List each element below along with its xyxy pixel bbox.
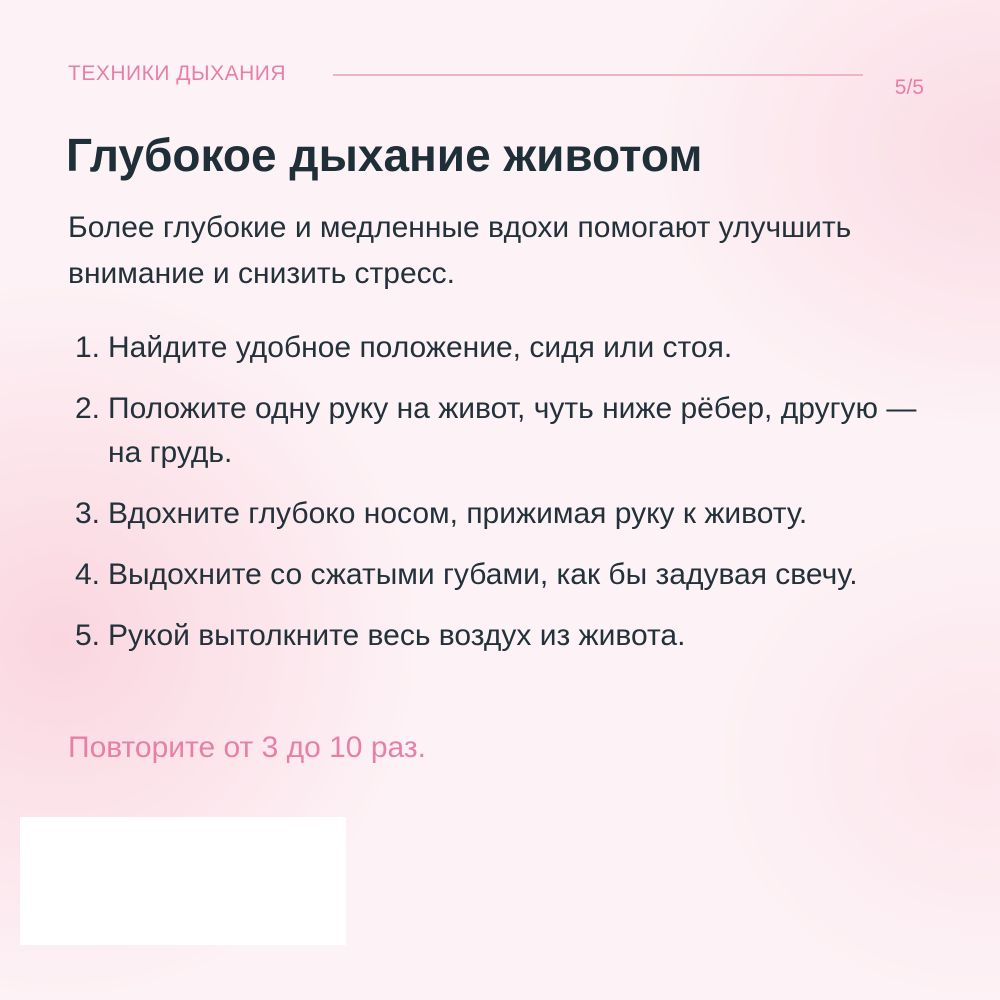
step-number: 1. xyxy=(74,331,100,364)
slide-header xyxy=(68,62,928,102)
repeat-note: Повторите от 3 до 10 раз. xyxy=(68,731,426,764)
step-text: Найдите удобное положение, сидя или стоя. xyxy=(108,331,733,364)
step-text: Выдохните со сжатыми губами, как бы задувая свечу. xyxy=(108,558,858,591)
blank-panel xyxy=(20,817,346,945)
step-text: Вдохните глубоко носом, прижимая руку к животу. xyxy=(108,497,808,530)
step-number: 3. xyxy=(74,497,100,530)
step-item xyxy=(68,614,948,658)
header-divider xyxy=(333,74,863,76)
step-text: Рукой вытолкните весь воздух из живота. xyxy=(108,619,686,652)
page-title: Глубокое дыхание животом xyxy=(66,129,703,181)
step-item xyxy=(68,387,948,475)
step-item xyxy=(68,492,948,536)
step-number: 4. xyxy=(74,558,100,591)
steps-list xyxy=(68,326,948,675)
step-item xyxy=(68,553,948,597)
step-number: 2. xyxy=(74,392,100,425)
step-number: 5. xyxy=(74,619,100,652)
section-label: ТЕХНИКИ ДЫХАНИЯ xyxy=(68,62,287,85)
intro-text: Более глубокие и медленные вдохи помогают улучшить внимание и снизить стресс. xyxy=(68,211,852,290)
page-counter: 5/5 xyxy=(894,76,924,99)
step-text: Положите одну руку на живот, чуть ниже рёбер, другую — на грудь. xyxy=(108,392,917,469)
step-item xyxy=(68,326,948,370)
